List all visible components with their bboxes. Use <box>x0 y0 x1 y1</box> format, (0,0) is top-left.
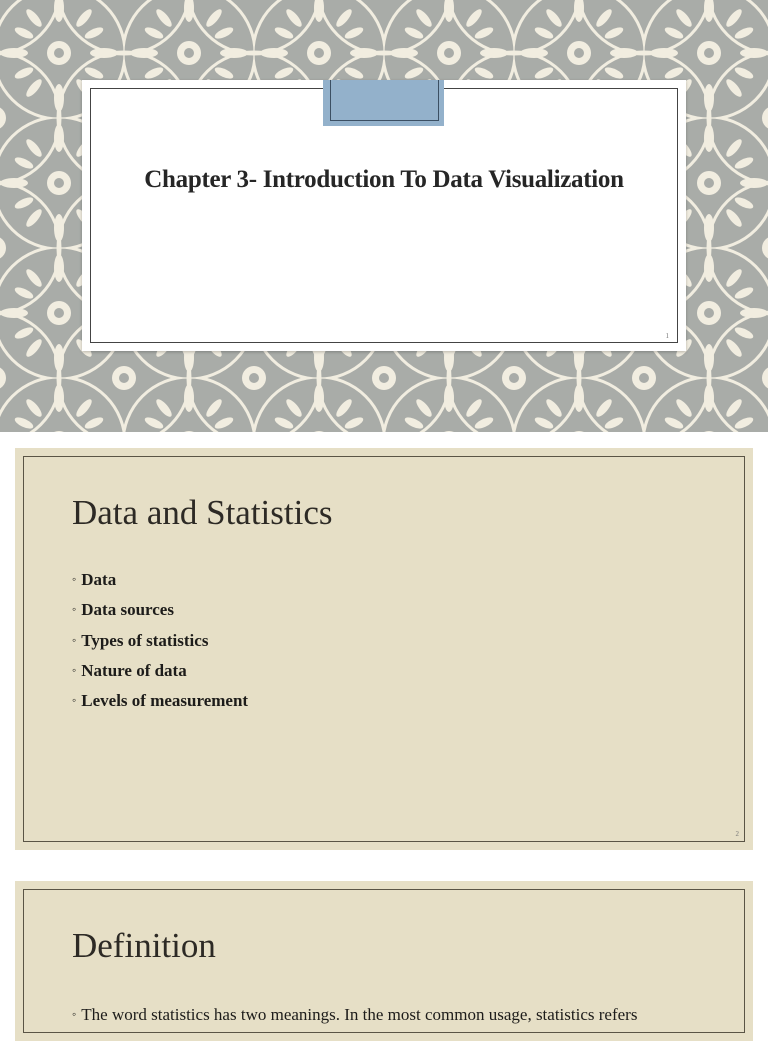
bullet-list <box>72 565 248 716</box>
body-text: The word statistics has two meanings. In the most common usage, statistics refers <box>81 1005 638 1024</box>
list-item <box>72 656 248 686</box>
bullet-icon: ◦ <box>72 572 77 586</box>
list-item <box>72 565 248 595</box>
title-tab-inner-border <box>330 80 439 121</box>
list-item <box>72 626 248 656</box>
bullet-icon: ◦ <box>72 632 77 647</box>
title-slide <box>0 0 768 432</box>
list-item <box>72 686 248 716</box>
slide-number: 1 <box>665 332 669 340</box>
title-card-border <box>90 88 678 343</box>
slide-title: Chapter 3- Introduction To Data Visualization <box>144 166 624 193</box>
bullet-text: Types of statistics <box>81 630 209 650</box>
list-item <box>72 595 248 625</box>
bullet-icon: ◦ <box>72 602 77 617</box>
bullet-text: Nature of data <box>81 660 187 680</box>
bullet-text: Data <box>81 570 117 589</box>
slide-heading: Definition <box>72 926 216 965</box>
body-text-line <box>72 1005 637 1025</box>
bullet-icon: ◦ <box>72 1007 77 1021</box>
bullet-text: Data sources <box>81 600 174 620</box>
content-slide <box>15 448 753 850</box>
bullet-text: Levels of measurement <box>81 691 249 711</box>
content-slide <box>15 881 753 1041</box>
title-card <box>82 80 686 351</box>
slide-number: 2 <box>735 830 739 838</box>
bullet-icon: ◦ <box>72 662 77 677</box>
title-tab-decoration <box>323 80 444 126</box>
slide-heading: Data and Statistics <box>72 493 333 532</box>
bullet-icon: ◦ <box>72 693 77 708</box>
